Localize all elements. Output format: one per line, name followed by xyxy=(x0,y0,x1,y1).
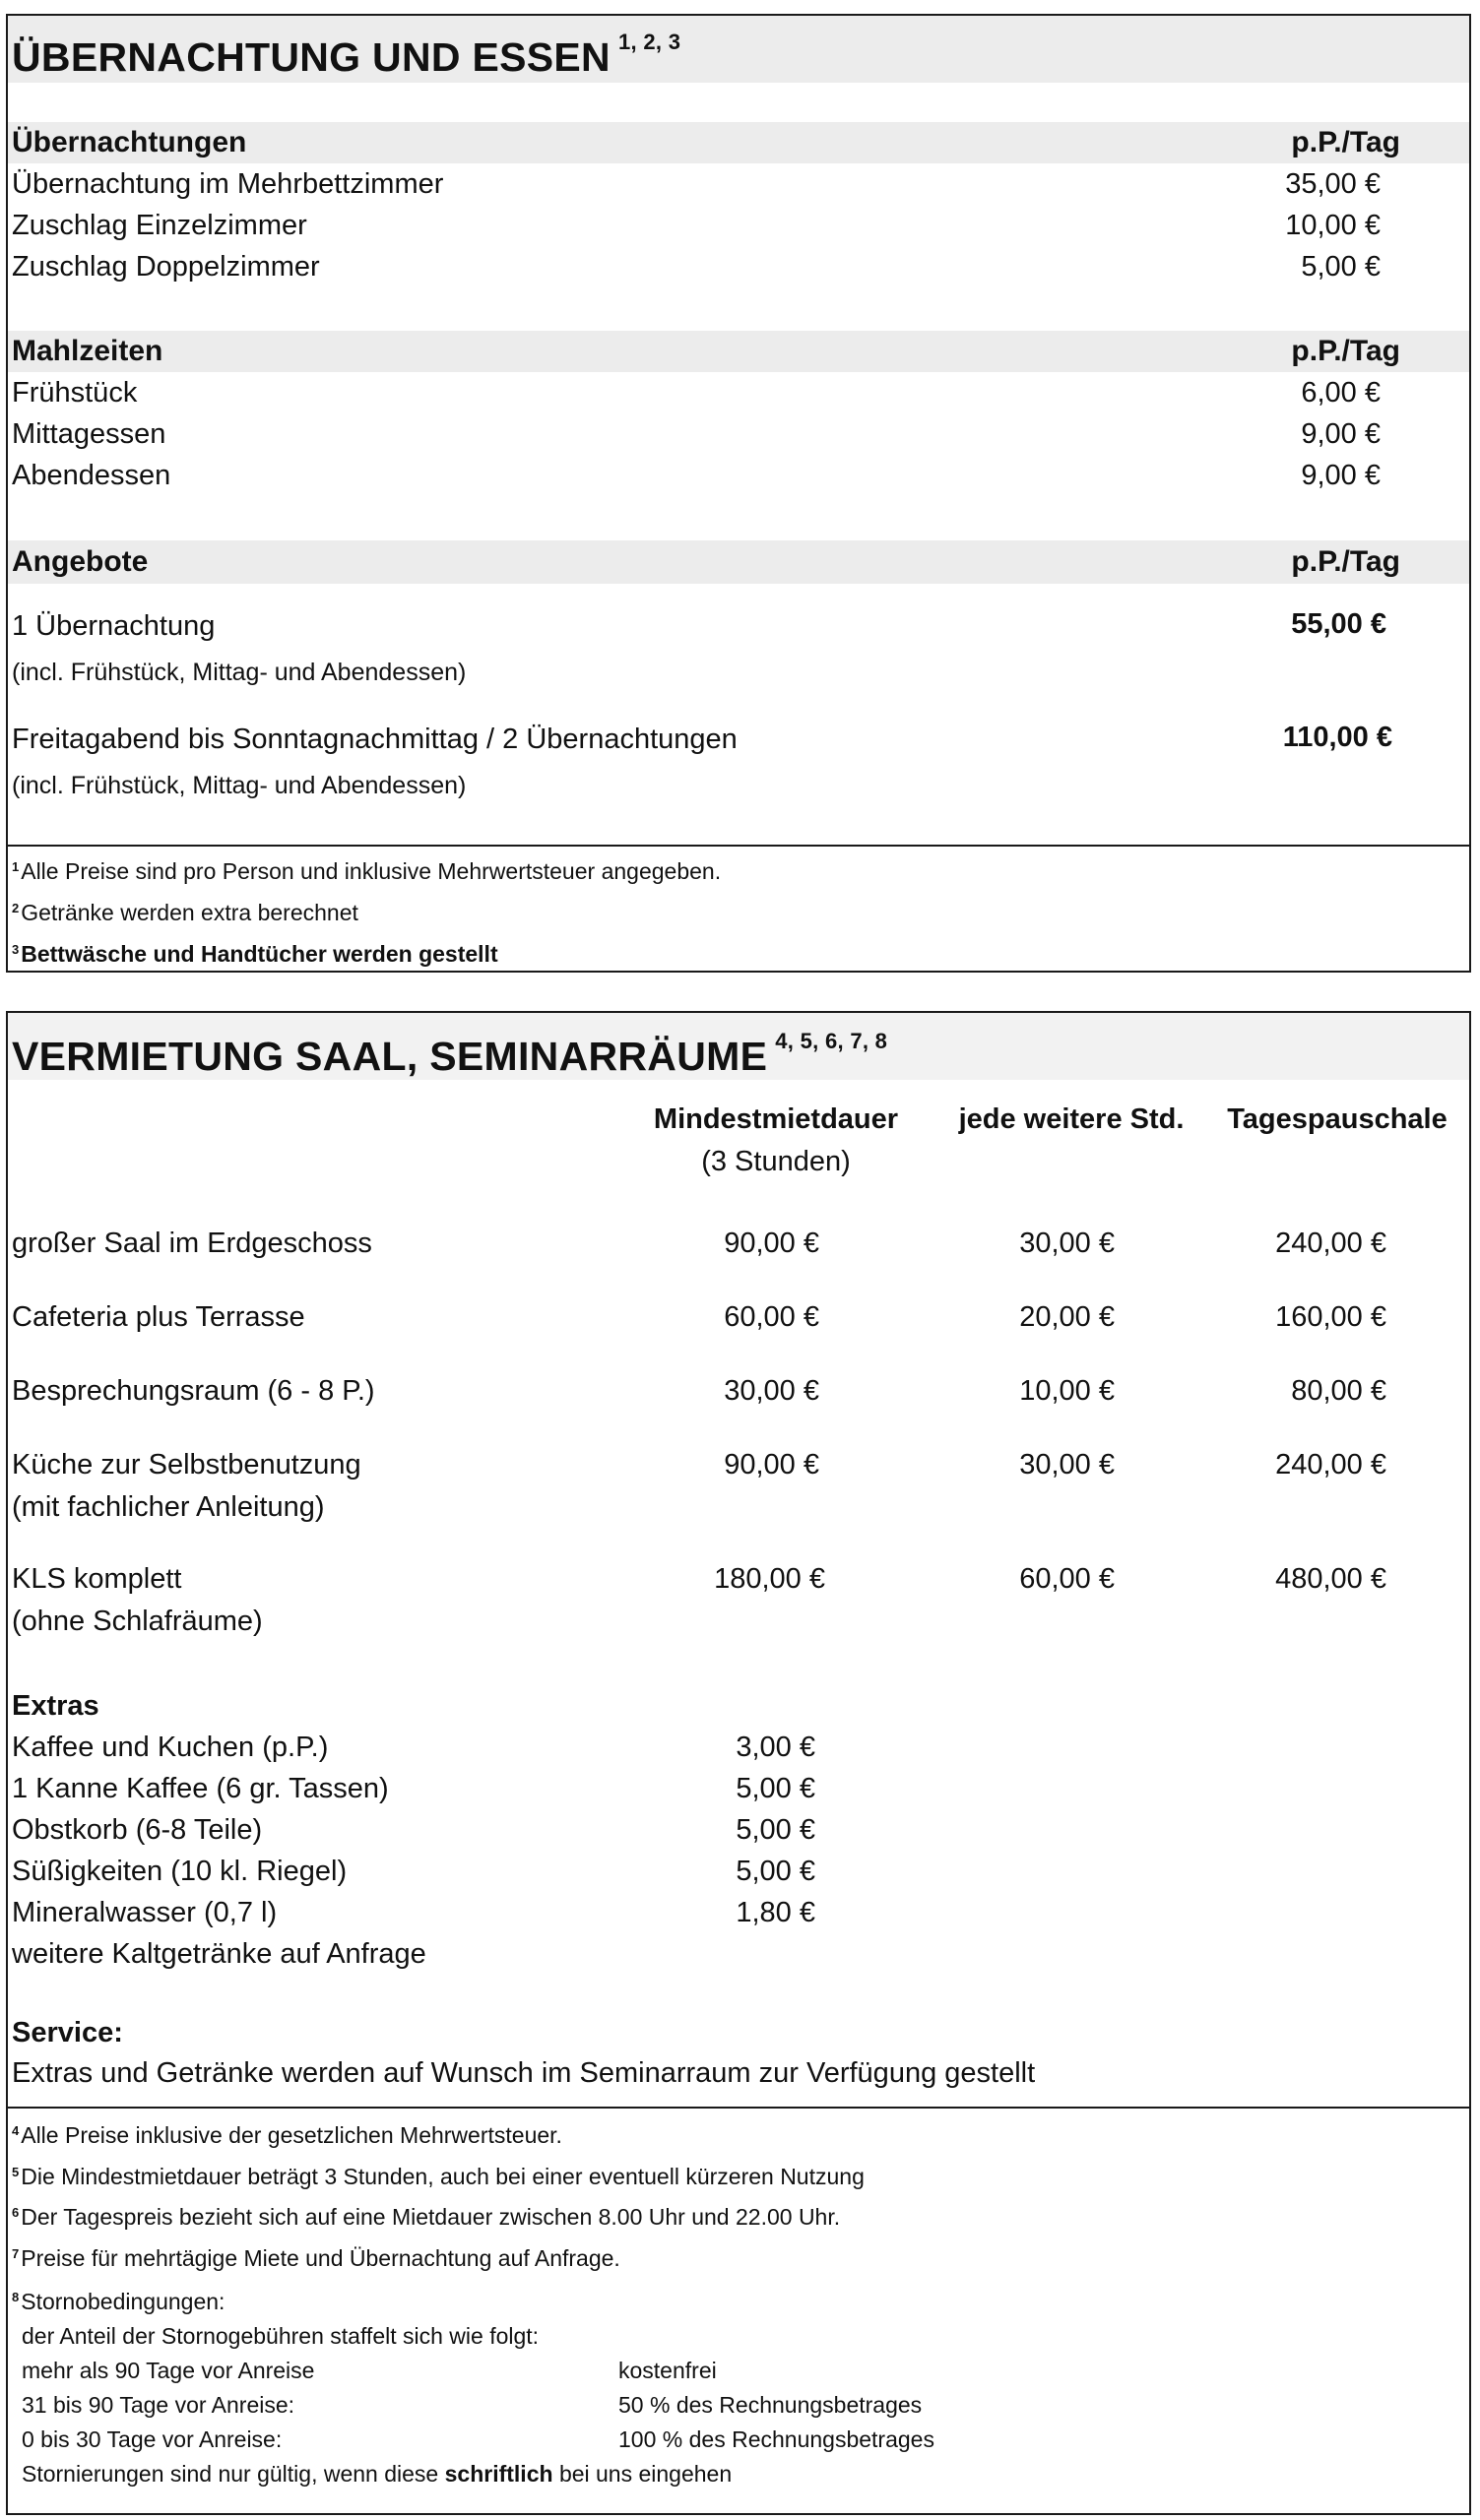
extra-label: Süßigkeiten (10 kl. Riegel) xyxy=(12,1856,348,1887)
meals-row-label: Mittagessen xyxy=(12,418,166,450)
overnight-heading: Übernachtungen xyxy=(12,126,247,158)
cancellation-title xyxy=(12,2289,225,2315)
offers-heading: Angebote xyxy=(12,545,149,578)
cancellation-intro: der Anteil der Stornogebühren staffelt sich wie folgt: xyxy=(22,2323,540,2349)
meals-row-price: 6,00 € xyxy=(1301,377,1381,409)
footnote-text: Alle Preise inklusive der gesetzlichen Mehrwertsteuer. xyxy=(21,2122,562,2148)
extra-price: 3,00 € xyxy=(736,1732,815,1763)
meals-heading: Mahlzeiten xyxy=(12,335,163,367)
footnote xyxy=(12,941,498,968)
room-sub: (mit fachlicher Anleitung) xyxy=(12,1491,325,1523)
extra-price: 1,80 € xyxy=(736,1897,815,1928)
room-min: 60,00 € xyxy=(724,1301,819,1333)
meals-unit: p.P./Tag xyxy=(1291,335,1400,367)
meals-row-label: Abendessen xyxy=(12,460,171,491)
room-min: 30,00 € xyxy=(724,1375,819,1407)
offer-price: 55,00 € xyxy=(1291,608,1386,640)
cancellation-fee: 50 % des Rechnungsbetrages xyxy=(618,2392,923,2418)
overnight-row-price: 10,00 € xyxy=(1285,210,1381,241)
room-day: 480,00 € xyxy=(1275,1563,1386,1595)
room-extra: 30,00 € xyxy=(1019,1449,1115,1480)
divider xyxy=(8,845,1469,847)
col-header-min-sub: (3 Stunden) xyxy=(701,1146,851,1177)
offer-price: 110,00 € xyxy=(1282,722,1392,753)
divider xyxy=(8,2107,1469,2109)
room-label: Cafeteria plus Terrasse xyxy=(12,1301,305,1333)
service-text: Extras und Getränke werden auf Wunsch im Seminarraum zur Verfügung gestellt xyxy=(12,2057,1036,2089)
rental-section xyxy=(6,1011,1471,2515)
room-label: Besprechungsraum (6 - 8 P.) xyxy=(12,1375,375,1407)
footnote-refs: 1, 2, 3 xyxy=(617,30,681,54)
meals-header-band xyxy=(8,331,1469,372)
room-label: Küche zur Selbstbenutzung xyxy=(12,1449,361,1480)
room-min: 90,00 € xyxy=(724,1449,819,1480)
cancellation-period: 0 bis 30 Tage vor Anreise: xyxy=(22,2426,283,2452)
room-extra: 10,00 € xyxy=(1019,1375,1115,1407)
col-header-min: Mindestmietdauer xyxy=(653,1103,899,1135)
overnight-row-label: Zuschlag Einzelzimmer xyxy=(12,210,307,241)
room-extra: 60,00 € xyxy=(1019,1563,1115,1595)
offer-label: Freitagabend bis Sonntagnachmittag / 2 Übernachtungen xyxy=(12,724,738,755)
room-min: 180,00 € xyxy=(714,1563,825,1595)
meals-row-price: 9,00 € xyxy=(1301,460,1381,491)
overnight-unit: p.P./Tag xyxy=(1291,126,1400,158)
offer-label: 1 Übernachtung xyxy=(12,610,216,642)
room-day: 80,00 € xyxy=(1291,1375,1386,1407)
offers-unit: p.P./Tag xyxy=(1291,545,1400,578)
room-min: 90,00 € xyxy=(724,1228,819,1259)
lodging-section xyxy=(6,14,1471,973)
col-header-day: Tagespauschale xyxy=(1227,1103,1448,1135)
cancellation-period: mehr als 90 Tage vor Anreise xyxy=(22,2358,315,2383)
footnote-text: Bettwäsche und Handtücher werden gestellt xyxy=(21,941,498,967)
extra-price: 5,00 € xyxy=(736,1856,815,1887)
footnote-refs: 4, 5, 6, 7, 8 xyxy=(775,1029,888,1053)
closing-emphasis: schriftlich xyxy=(444,2461,553,2487)
extras-heading: Extras xyxy=(12,1690,99,1722)
room-day: 240,00 € xyxy=(1275,1228,1386,1259)
closing-text: Stornierungen sind nur gültig, wenn diese xyxy=(22,2461,439,2487)
extra-label: Mineralwasser (0,7 l) xyxy=(12,1897,278,1928)
closing-text: bei uns eingehen xyxy=(558,2461,733,2487)
room-label: großer Saal im Erdgeschoss xyxy=(12,1228,372,1259)
overnight-row-price: 35,00 € xyxy=(1285,168,1381,200)
room-extra: 20,00 € xyxy=(1019,1301,1115,1333)
footnote xyxy=(12,2245,620,2272)
footnote xyxy=(12,2204,840,2231)
footnote-mark: 6 xyxy=(12,2205,20,2220)
section-title xyxy=(12,30,680,81)
extra-label: Obstkorb (6-8 Teile) xyxy=(12,1814,263,1846)
cancellation-title-text: Stornobedingungen: xyxy=(21,2289,225,2314)
footnote-mark: 7 xyxy=(12,2246,20,2261)
footnote-mark: 3 xyxy=(12,942,20,957)
footnote-mark: 1 xyxy=(12,859,20,874)
extra-label: weitere Kaltgetränke auf Anfrage xyxy=(12,1938,426,1970)
offer-note: (incl. Frühstück, Mittag- und Abendessen) xyxy=(12,659,467,686)
section-title-text: VERMIETUNG SAAL, SEMINARRÄUME xyxy=(12,1034,768,1079)
section-title-text: ÜBERNACHTUNG UND ESSEN xyxy=(12,34,611,80)
overnight-row-price: 5,00 € xyxy=(1301,251,1381,283)
footnote xyxy=(12,2164,865,2190)
room-sub: (ohne Schlafräume) xyxy=(12,1606,263,1637)
offer-note: (incl. Frühstück, Mittag- und Abendessen) xyxy=(12,772,467,799)
meals-row-label: Frühstück xyxy=(12,377,138,409)
footnote-text: Preise für mehrtägige Miete und Übernachtung auf Anfrage. xyxy=(21,2245,620,2271)
room-extra: 30,00 € xyxy=(1019,1228,1115,1259)
offers-header-band xyxy=(8,540,1469,584)
extra-price: 5,00 € xyxy=(736,1814,815,1846)
room-label: KLS komplett xyxy=(12,1563,182,1595)
footnote-mark: 5 xyxy=(12,2165,20,2179)
cancellation-closing xyxy=(22,2461,732,2488)
room-day: 240,00 € xyxy=(1275,1449,1386,1480)
footnote xyxy=(12,2122,562,2149)
footnote-mark: 4 xyxy=(12,2123,20,2138)
footnote-text: Der Tagespreis bezieht sich auf eine Mietdauer zwischen 8.00 Uhr und 22.00 Uhr. xyxy=(21,2204,841,2230)
footnote-text: Alle Preise sind pro Person und inklusive Mehrwertsteuer angegeben. xyxy=(21,858,722,884)
extra-label: 1 Kanne Kaffee (6 gr. Tassen) xyxy=(12,1773,389,1804)
footnote-text: Die Mindestmietdauer beträgt 3 Stunden, auch bei einer eventuell kürzeren Nutzung xyxy=(21,2164,865,2189)
cancellation-fee: 100 % des Rechnungsbetrages xyxy=(618,2426,934,2452)
footnote-text: Getränke werden extra berechnet xyxy=(21,900,358,925)
meals-row-price: 9,00 € xyxy=(1301,418,1381,450)
col-header-extra: jede weitere Std. xyxy=(958,1103,1185,1135)
room-day: 160,00 € xyxy=(1275,1301,1386,1333)
service-heading: Service: xyxy=(12,2017,123,2048)
cancellation-fee: kostenfrei xyxy=(618,2358,717,2383)
extra-price: 5,00 € xyxy=(736,1773,815,1804)
section-title xyxy=(12,1029,887,1080)
overnight-row-label: Zuschlag Doppelzimmer xyxy=(12,251,320,283)
footnote xyxy=(12,900,358,926)
overnight-row-label: Übernachtung im Mehrbettzimmer xyxy=(12,168,444,200)
cancellation-period: 31 bis 90 Tage vor Anreise: xyxy=(22,2392,295,2418)
footnote-mark: 2 xyxy=(12,901,20,915)
extra-label: Kaffee und Kuchen (p.P.) xyxy=(12,1732,329,1763)
footnote xyxy=(12,858,721,885)
footnote-mark: 8 xyxy=(12,2290,20,2304)
